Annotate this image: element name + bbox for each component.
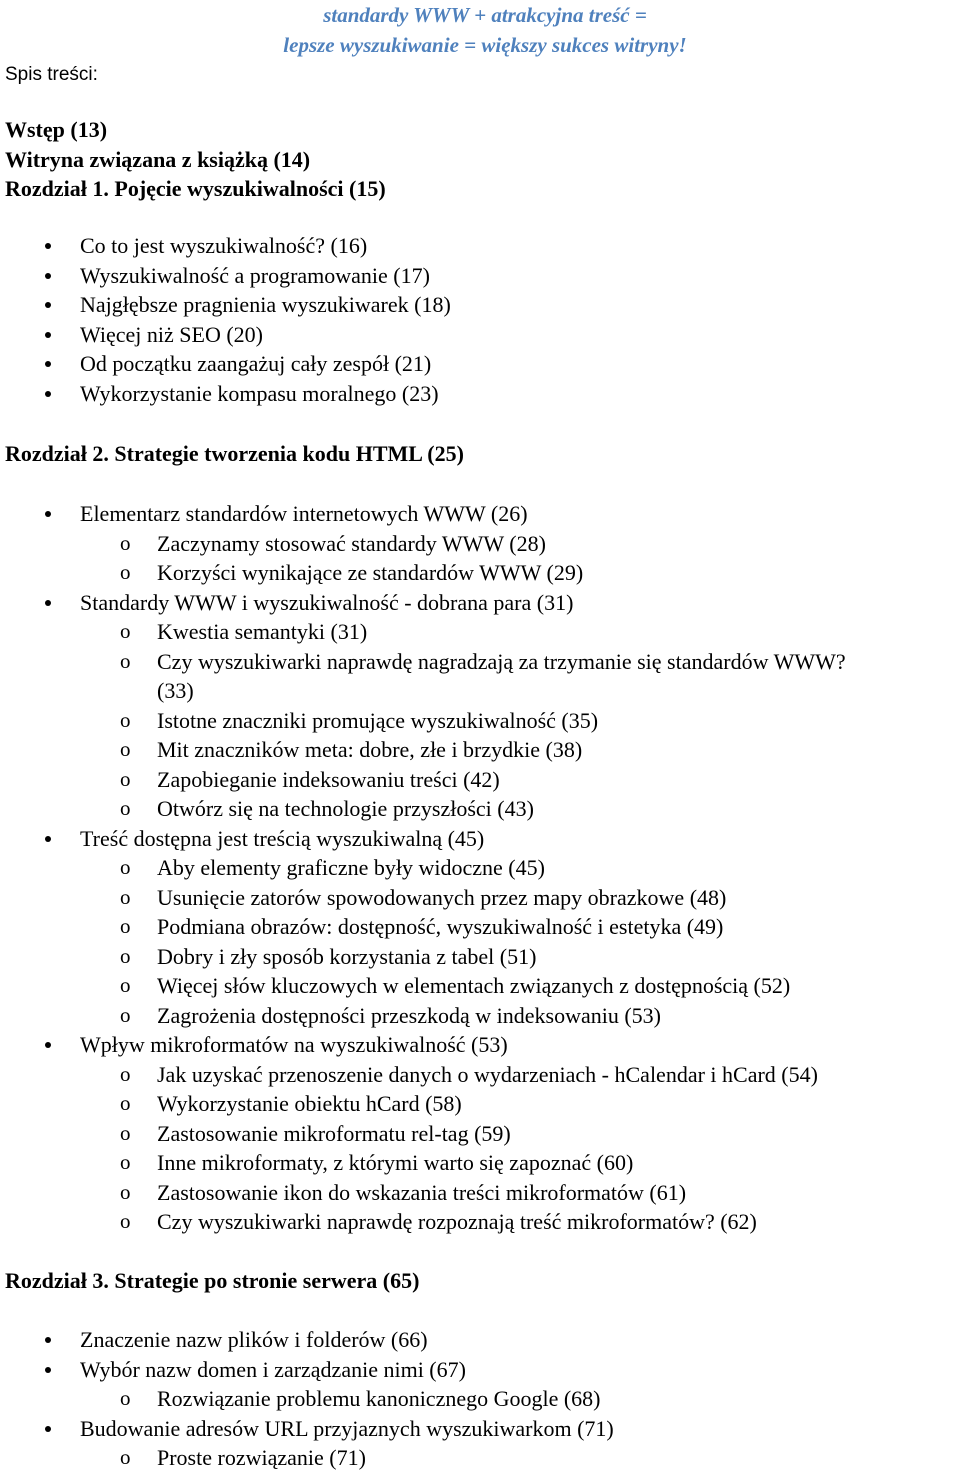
toc-item: Więcej niż SEO (20) [80, 321, 263, 347]
toc-item: Elementarz standardów internetowych WWW (26) [80, 501, 528, 526]
bullet-icon [45, 1042, 51, 1048]
toc-subitem: Zastosowanie mikroformatu rel-tag (59) [157, 1120, 511, 1146]
toc-subitem: Więcej słów kluczowych w elementach związanych z dostępnością (52) [157, 973, 791, 998]
toc-item: Standardy WWW i wyszukiwalność - dobrana para (31) [80, 589, 574, 615]
toc-subitem: Proste rozwiązanie (71) [157, 1445, 366, 1470]
toc-subitem: Wykorzystanie obiektu hCard (58) [157, 1091, 462, 1116]
toc-item: Najgłębsze pragnienia wyszukiwarek (18) [80, 292, 451, 317]
chapter-3-title: Rozdział 3. Strategie po stronie serwera (65) [5, 1268, 420, 1293]
chapter-2-title: Rozdział 2. Strategie tworzenia kodu HTML (25) [5, 441, 464, 466]
toc-item: Wpływ mikroformatów na wyszukiwalność (53) [80, 1032, 508, 1057]
banner-line-2: lepsze wyszukiwanie = większy sukces witryny! [283, 33, 687, 57]
toc-subitem: Zapobieganie indeksowaniu treści (42) [157, 766, 500, 792]
bullet-icon [45, 332, 51, 338]
toc-subitem: Jak uzyskać przenoszenie danych o wydarzeniach - hCalendar i hCard (54) [157, 1061, 818, 1087]
bullet-icon [45, 600, 51, 606]
toc-subitem: Inne mikroformaty, z którymi warto się zapoznać (60) [157, 1150, 634, 1175]
sub-bullet-icon: o [120, 973, 131, 997]
toc-item: Wybór nazw domen i zarządzanie nimi (67) [80, 1356, 466, 1382]
toc-subitem: Kwestia semantyki (31) [157, 619, 368, 644]
sub-bullet-icon: o [120, 619, 131, 643]
bullet-icon [45, 1337, 51, 1343]
toc-subitem: Podmiana obrazów: dostępność, wyszukiwalność i estetyka (49) [157, 914, 724, 939]
sub-bullet-icon: o [120, 648, 131, 673]
sub-bullet-icon: o [120, 943, 131, 968]
toc-subitem: Zaczynamy stosować standardy WWW (28) [157, 530, 546, 556]
sub-bullet-icon: o [120, 1002, 131, 1027]
toc-subitem: Istotne znaczniki promujące wyszukiwalność (35) [157, 707, 599, 733]
sub-bullet-icon: o [120, 1386, 131, 1410]
toc-item: Treść dostępna jest treścią wyszukiwalną (45) [80, 825, 485, 851]
bullet-icon [45, 391, 51, 397]
sub-bullet-icon: o [120, 1150, 131, 1174]
bullet-icon [45, 1367, 51, 1373]
toc-subitem: Zastosowanie ikon do wskazania treści mikroformatów (61) [157, 1179, 687, 1205]
toc-subitem: Usunięcie zatorów spowodowanych przez mapy obrazkowe (48) [157, 884, 727, 910]
sub-bullet-icon: o [120, 707, 131, 732]
toc-entry-front: Rozdział 1. Pojęcie wyszukiwalności (15) [5, 176, 386, 201]
bullet-icon [45, 361, 51, 367]
toc-item: Wyszukiwalność a programowanie (17) [80, 262, 430, 288]
toc-item: Od początku zaangażuj cały zespół (21) [80, 351, 432, 376]
toc-entry-front: Witryna związana z książką (14) [5, 146, 311, 172]
toc-subitem: Dobry i zły sposób korzystania z tabel (51) [157, 943, 537, 969]
toc-item: Budowanie adresów URL przyjaznych wyszukiwarkom (71) [80, 1415, 614, 1441]
toc-subitem: Czy wyszukiwarki naprawdę nagradzają za trzymanie się standardów WWW? [157, 648, 846, 674]
bullet-icon [45, 1426, 51, 1432]
banner-line-1: standardy WWW + atrakcyjna treść = [323, 3, 647, 27]
sub-bullet-icon: o [120, 1209, 131, 1233]
bullet-icon [45, 243, 51, 249]
toc-subitem: Mit znaczników meta: dobre, złe i brzydkie (38) [157, 737, 583, 762]
bullet-icon [45, 511, 51, 517]
toc-subitem: Otwórz się na technologie przyszłości (43) [157, 796, 534, 821]
sub-bullet-icon: o [120, 737, 131, 761]
sub-bullet-icon: o [120, 560, 131, 584]
bullet-icon [45, 836, 51, 842]
bullet-icon [45, 302, 51, 308]
sub-bullet-icon: o [120, 914, 131, 938]
toc-heading: Spis treści: [5, 64, 98, 85]
toc-subitem: Rozwiązanie problemu kanonicznego Google (68) [157, 1386, 601, 1411]
toc-entry-front: Wstęp (13) [5, 117, 108, 142]
toc-subitem: Korzyści wynikające ze standardów WWW (29) [157, 560, 584, 585]
sub-bullet-icon: o [120, 1091, 131, 1115]
sub-bullet-icon: o [120, 530, 131, 555]
sub-bullet-icon: o [120, 766, 131, 791]
sub-bullet-icon: o [120, 1179, 131, 1204]
toc-subitem: Czy wyszukiwarki naprawdę rozpoznają treść mikroformatów? (62) [157, 1209, 757, 1234]
toc-item: Co to jest wyszukiwalność? (16) [80, 233, 368, 258]
sub-bullet-icon: o [120, 1061, 131, 1086]
sub-bullet-icon: o [120, 1445, 131, 1469]
sub-bullet-icon: o [120, 796, 131, 820]
sub-bullet-icon: o [120, 884, 131, 909]
sub-bullet-icon: o [120, 855, 131, 879]
toc-subitem: Zagrożenia dostępności przeszkodą w indeksowaniu (53) [157, 1002, 662, 1028]
toc-subitem-continuation: (33) [157, 678, 194, 703]
toc-item: Wykorzystanie kompasu moralnego (23) [80, 380, 439, 406]
toc-item: Znaczenie nazw plików i folderów (66) [80, 1327, 428, 1352]
bullet-icon [45, 273, 51, 279]
sub-bullet-icon: o [120, 1120, 131, 1145]
toc-subitem: Aby elementy graficzne były widoczne (45) [157, 855, 545, 880]
